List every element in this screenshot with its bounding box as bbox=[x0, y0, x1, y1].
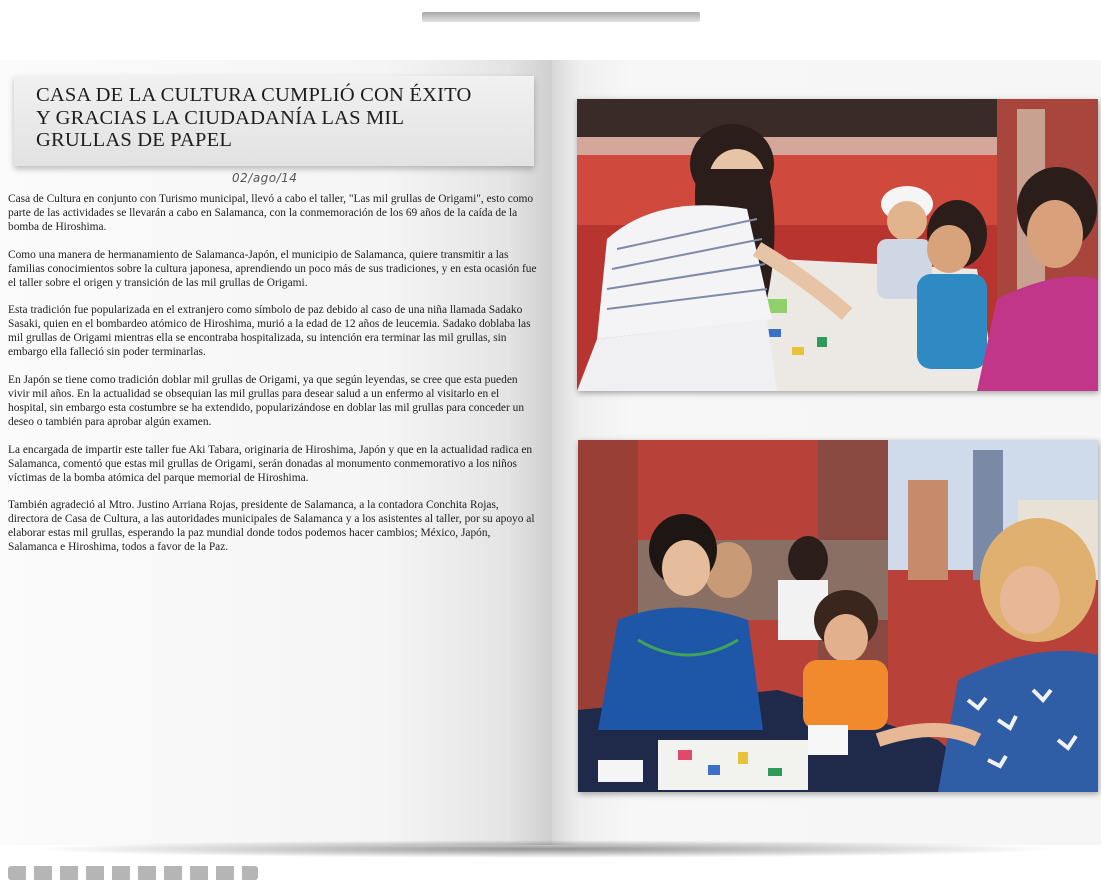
scan-footer-smudge bbox=[8, 866, 258, 880]
title-line-3: GRULLAS DE PAPEL bbox=[36, 129, 233, 151]
article-title bbox=[36, 84, 534, 152]
title-line-1: CASA DE LA CULTURA CUMPLIÓ CON ÉXITO bbox=[36, 84, 472, 106]
workshop-photo-top bbox=[577, 99, 1098, 391]
paragraph-1: Casa de Cultura en conjunto con Turismo municipal, llevó a cabo el taller, "Las mil grullas de Origami", esto como parte de las actividades se llevarán a cabo en Salamanca, con la conmemoración de los 69 años de la caída de la bomba de Hiroshima. bbox=[8, 193, 534, 233]
article-body bbox=[8, 193, 538, 569]
title-line-2: Y GRACIAS LA CIUDADANÍA LAS MIL bbox=[36, 106, 405, 129]
workshop-photo-bottom bbox=[578, 440, 1098, 792]
page-bottom-shadow bbox=[30, 840, 1060, 858]
paragraph-2: Como una manera de hermanamiento de Salamanca-Japón, el municipio de Salamanca, quiere transmitir a las familias conocimientos sobre la cultura japonesa, aprendiendo un poco más de sus tradiciones, y en esta ocasión fue el taller sobre el origen y transición de las mil grullas de Origami. bbox=[8, 248, 537, 289]
paragraph-3: Esta tradición fue popularizada en el extranjero como símbolo de paz debido al caso de una niña llamada Sadako Sasaki, quien en el bombardeo atómico de Hiroshima, murió a la edad de 12 años de leucemia. Sadako doblaba las mil grullas de Origami mientras ella se encontraba hospitalizada, su intención era terminar las mil grullas, sin embargo ella falleció sin poder terminarlas. bbox=[8, 304, 531, 359]
article-date: 02/ago/14 bbox=[232, 171, 298, 185]
scan-edge-mark bbox=[422, 12, 700, 22]
paragraph-5: La encargada de impartir este taller fue Aki Tabara, originaria de Hiroshima, Japón y que en la actualidad radica en Salamanca, comentó que estas mil grullas de Origami, serán donadas al monumento conmemorativo a los niños víctimas de la bomba atómica del parque memorial de Hiroshima. bbox=[8, 443, 533, 484]
headline-banner bbox=[14, 76, 534, 166]
paragraph-4: En Japón se tiene como tradición doblar mil grullas de Origami, ya que según leyendas, se cree que esta pueden vivir mil años. En la actualidad se obsequian las mil grullas para desear salud a un enfermo al visitarlo en el hospital, sin embargo esta costumbre se ha extendido, popularizándose en doblar las mil grullas para conceder un deseo o también para aprobar algún examen. bbox=[8, 374, 525, 428]
paragraph-6: También agradeció al Mtro. Justino Arriana Rojas, presidente de Salamanca, a la contadora Conchita Rojas, directora de Casa de Cultura, a las autoridades municipales de Salamanca y a los asistentes al taller, por su apoyo al elaborar estas mil grullas, esperando la paz mundial donde todos podemos hacer cambios; México, Japón, Salamanca e Hiroshima, todos a favor de la Paz. bbox=[8, 499, 535, 554]
